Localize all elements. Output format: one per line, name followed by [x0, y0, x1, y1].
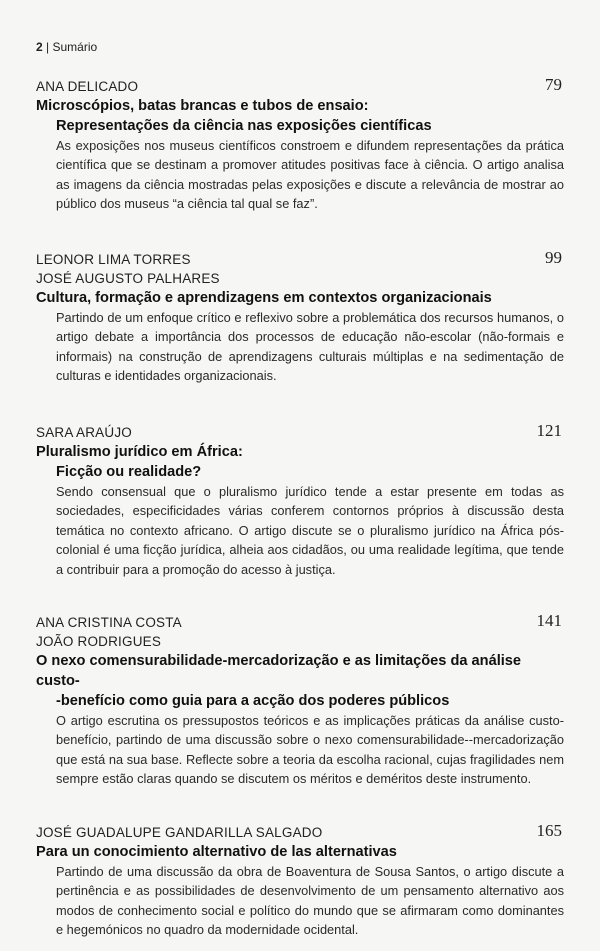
author-row [36, 77, 564, 96]
article-title[interactable]: Microscópios, batas brancas e tubos de ensaio: [36, 98, 369, 114]
header-section: Sumário [52, 40, 98, 54]
article-subtitle: Ficção ou realidade? [56, 464, 202, 480]
header-page-number: 2 [36, 40, 43, 54]
author-name: JOSÉ AUGUSTO PALHARES [36, 271, 220, 286]
article-abstract: Sendo consensual que o pluralismo jurídico tende a estar presente em todas as sociedades, especificidades várias conferem contornos próprios à discussão desta temática no contexto africano. O artigo discute se o pluralismo jurídico na África pós-colonial é uma ficção jurídica, alheia aos cidadãos, ou uma realidade legítima, que tende a contribuir para a promoção do acesso à justiça. [56, 484, 564, 577]
toc-entry [36, 423, 564, 579]
running-header [36, 40, 97, 54]
author-name: JOSÉ GUADALUPE GANDARILLA SALGADO [36, 825, 323, 840]
toc-entry [36, 77, 564, 214]
author-row [36, 250, 564, 269]
article-abstract: O artigo escrutina os pressupostos teóricos e as implicações práticas da análise custo-benefício, partindo de uma discussão sobre o nexo comensurabilidade--mercadorização que está na sua base. Reflecte sobre a teoria da escolha racional, cujas fragilidades nem sempre estão claras quando se discutem os méritos e deméritos deste instrumento. [56, 713, 564, 787]
author-row [36, 613, 564, 632]
toc-entry [36, 613, 564, 789]
page-number: 99 [545, 248, 562, 267]
page-number: 141 [536, 611, 562, 630]
author-row [36, 632, 564, 651]
author-row [36, 423, 564, 442]
article-title[interactable]: Pluralismo jurídico em África: [36, 444, 243, 460]
article-title[interactable]: O nexo comensurabilidade-mercadorização e as limitações da análise custo- [36, 653, 522, 689]
article-abstract: As exposições nos museus científicos constroem e difundem representações da prática científica que se destinam a promover atitudes positivas face à ciência. O artigo analisa as imagens da ciência mostradas pelas exposições e discute a relevância de mostrar ao público dos museus “a ciência tal qual se faz”. [56, 138, 564, 212]
article-subtitle: -benefício como guia para a acção dos poderes públicos [56, 693, 450, 709]
author-name: ANA CRISTINA COSTA [36, 615, 182, 630]
toc-entry [36, 823, 564, 940]
article-subtitle: Representações da ciência nas exposições científicas [56, 118, 432, 134]
header-separator: | [46, 40, 50, 54]
author-row [36, 269, 564, 288]
author-row [36, 823, 564, 842]
page-number: 165 [536, 821, 562, 840]
page-number: 79 [545, 75, 562, 94]
article-title[interactable]: Cultura, formação e aprendizagens em contextos organizacionais [36, 290, 492, 306]
article-abstract: Partindo de uma discussão da obra de Boaventura de Sousa Santos, o artigo discute a pertinência e as possibilidades de desenvolvimento de um pensamento alternativo aos modos de conhecimento social e político do mundo que se afirmaram como dominantes e hegemónicos no quadro da modernidade ocidental. [56, 864, 564, 938]
page-number: 121 [536, 421, 562, 440]
article-title[interactable]: Para un conocimiento alternativo de las alternativas [36, 844, 397, 860]
toc-entry [36, 250, 564, 386]
author-name: ANA DELICADO [36, 79, 139, 94]
author-name: SARA ARAÚJO [36, 425, 132, 440]
author-name: LEONOR LIMA TORRES [36, 252, 191, 267]
article-abstract: Partindo de um enfoque crítico e reflexivo sobre a problemática dos recursos humanos, o artigo debate a importância dos processos de educação não-escolar (não-formais e informais) na construção de aprendizagens culturais múltiplas e na sedimentação de culturas e identidades organizacionais. [56, 310, 564, 384]
author-name: JOÃO RODRIGUES [36, 634, 162, 649]
